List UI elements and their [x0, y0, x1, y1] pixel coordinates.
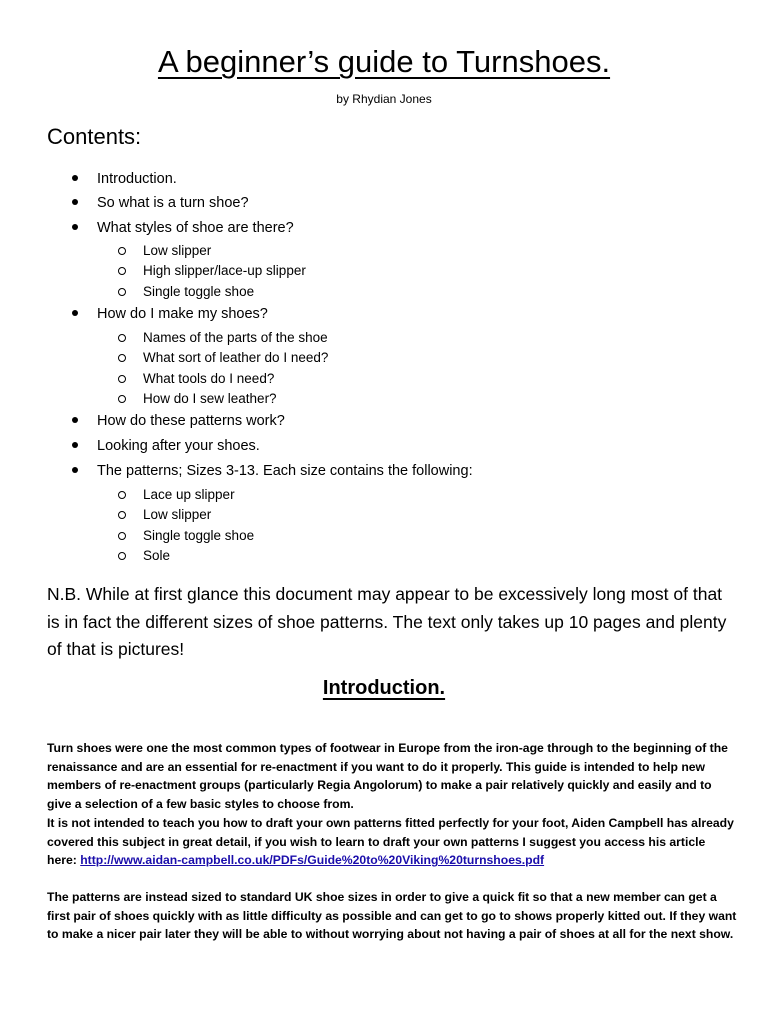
sub-bullet-icon: [118, 264, 143, 278]
toc-item: [118, 391, 277, 406]
toc-item: [72, 438, 260, 454]
author-line: by Rhydian Jones: [336, 92, 432, 106]
toc-item: [118, 371, 274, 386]
bullet-icon: [72, 413, 97, 429]
toc-item: [72, 220, 294, 236]
sub-bullet-icon: [118, 392, 143, 406]
bullet-icon: [72, 438, 97, 454]
bullet-icon: [72, 171, 97, 187]
toc-item: [118, 528, 254, 543]
sub-bullet-icon: [118, 331, 143, 345]
document-title: A beginner’s guide to Turnshoes.: [157, 44, 611, 79]
toc-item-label: Names of the parts of the shoe: [143, 330, 328, 345]
toc-item: [72, 195, 249, 211]
sub-bullet-icon: [118, 244, 143, 258]
sub-bullet-icon: [118, 372, 143, 386]
bullet-icon: [72, 195, 97, 211]
toc-item-label: How do I sew leather?: [143, 391, 277, 406]
toc-item-label: Low slipper: [143, 243, 212, 258]
toc-item-label: The patterns; Sizes 3-13. Each size contains the following:: [97, 463, 473, 479]
toc-item-label: Single toggle shoe: [143, 284, 255, 299]
intro-paragraph-2: The patterns are instead sized to standard UK shoe sizes in order to give a quick fit so that a new member can get a first pair of shoes quickly with as little difficulty as possible and can get to go to shows properly kitted out. If they want to make a nicer pair later they will be able to without worrying about not having a pair of shoes at all for the next show.: [47, 890, 737, 942]
toc-item: [72, 413, 285, 429]
sub-bullet-icon: [118, 508, 143, 522]
campbell-article-link[interactable]: http://www.aidan-campbell.co.uk/PDFs/Guide%20to%20Viking%20turnshoes.pdf: [80, 853, 545, 868]
intro-paragraph-1-text-2: It is not intended to teach you how to draft your own patterns fitted perfectly for your foot, Aiden Campbell has already covered this subject in great detail, if you wish to learn to draft your own patterns I suggest you access his article here:: [47, 815, 734, 868]
toc-item: [118, 243, 211, 258]
toc-item-label: How do these patterns work?: [97, 413, 285, 429]
introduction-heading: Introduction.: [322, 677, 446, 699]
bullet-icon: [72, 220, 97, 236]
toc-item-label: What tools do I need?: [143, 371, 275, 386]
toc-item-label: High slipper/lace-up slipper: [143, 263, 306, 278]
toc-item: [118, 263, 306, 278]
intro-paragraph-1-text: Turn shoes were one the most common types of footwear in Europe from the iron-age through to the beginning of the renaissance and are an essential for re-enactment if you want to do it properly. This guide is intended to help new members of re-enactment groups (particularly Regia Angolorum) to make a pair relatively quickly and easily and to give a selection of a few basic styles to choose from.: [47, 741, 728, 812]
toc-item-label: Single toggle shoe: [143, 528, 255, 543]
toc-item: [118, 507, 211, 522]
sub-bullet-icon: [118, 351, 143, 365]
intro-paragraph-1: [47, 739, 737, 870]
sub-bullet-icon: [118, 529, 143, 543]
sub-bullet-icon: [118, 488, 143, 502]
toc-item-label: Low slipper: [143, 507, 212, 522]
contents-heading: Contents:: [47, 124, 142, 149]
toc-item-label: Lace up slipper: [143, 487, 235, 502]
toc-item: [118, 330, 328, 345]
toc-item-label: Sole: [143, 548, 171, 563]
toc-item-label: What styles of shoe are there?: [97, 220, 294, 236]
bullet-icon: [72, 306, 97, 322]
toc-item: [72, 463, 473, 479]
toc-item-label: Looking after your shoes.: [97, 438, 260, 454]
toc-item: [118, 284, 254, 299]
sub-bullet-icon: [118, 285, 143, 299]
toc-item: [118, 487, 235, 502]
bullet-icon: [72, 463, 97, 479]
toc-item-label: So what is a turn shoe?: [97, 195, 249, 211]
toc-item: [118, 548, 170, 563]
nb-note: N.B. While at first glance this document may appear to be excessively long most of that is in fact the different sizes of shoe patterns. The text only takes up 10 pages and plenty of that is pictures!: [47, 584, 727, 659]
sub-bullet-icon: [118, 549, 143, 563]
toc-item-label: What sort of leather do I need?: [143, 350, 329, 365]
toc-item-label: How do I make my shoes?: [97, 306, 268, 322]
toc-item-label: Introduction.: [97, 171, 177, 187]
toc-item: [72, 306, 268, 322]
toc-item: [118, 350, 328, 365]
toc-item: [72, 171, 177, 187]
